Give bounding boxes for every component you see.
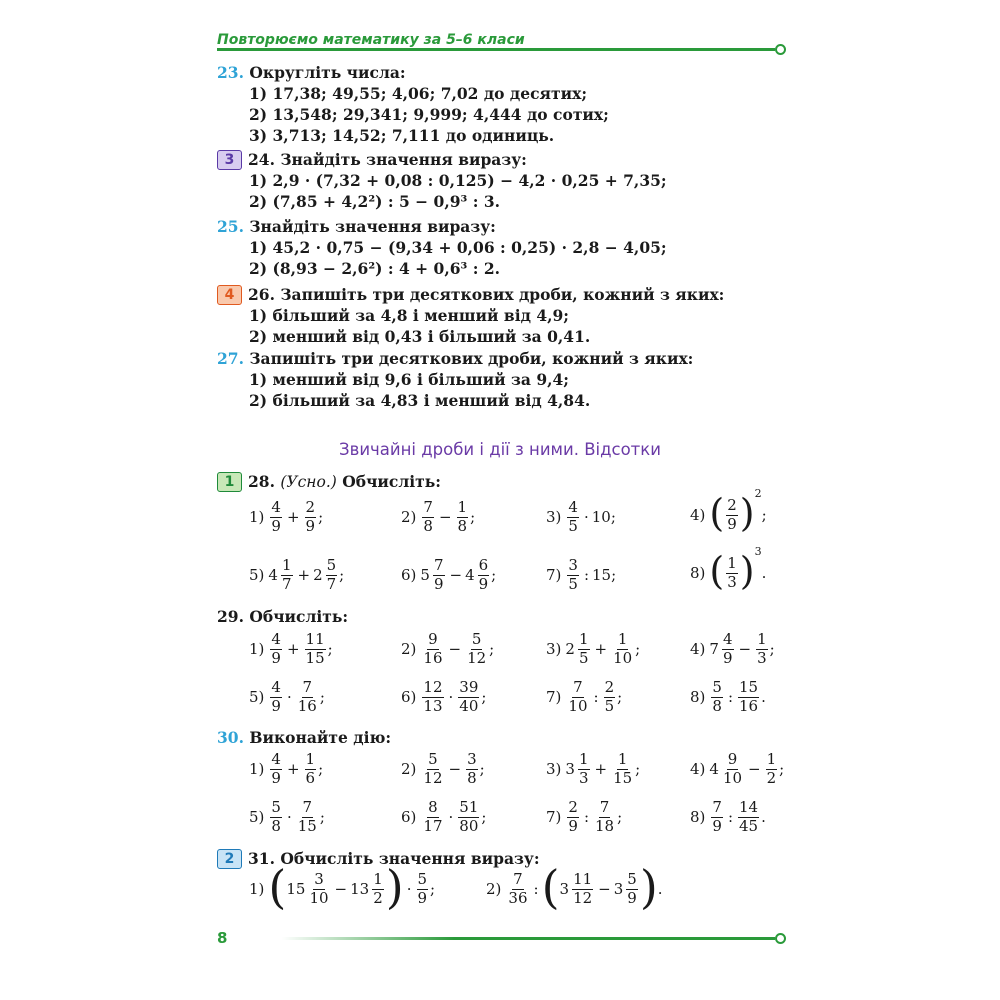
task-29-heading	[217, 606, 348, 627]
expr-28-3: 3) $\frac{4}{5}$ · 10;	[546, 498, 616, 535]
task-number: 28.	[248, 472, 275, 491]
expr-28-5: 5) 4 $\frac{1}{7}$ + 2 $\frac{5}{7}$ ;	[249, 556, 345, 593]
expr-29-8: 8) $\frac{5}{8}$ : $\frac{15}{16}$ .	[690, 678, 766, 715]
task-line: 2) (8,93 − 2,6²) : 4 + 0,6³ : 2.	[249, 259, 500, 278]
expr-29-2: 2) $\frac{9}{16}$ − $\frac{5}{12}$ ;	[401, 630, 495, 667]
expr-28-1: 1) $\frac{4}{9}$ + $\frac{2}{9}$ ;	[249, 498, 324, 535]
task-title: Знайдіть значення виразу:	[249, 217, 496, 236]
expr-29-6: 6) $\frac{12}{13}$ · $\frac{39}{40}$ ;	[401, 678, 487, 715]
task-number: 29.	[217, 607, 244, 626]
expr-29-1: 1) $\frac{4}{9}$ + $\frac{11}{15}$ ;	[249, 630, 333, 667]
task-number: 30.	[217, 728, 244, 747]
page-number: 8	[217, 929, 228, 947]
task-title: Обчисліть:	[249, 607, 349, 626]
task-number: 23.	[217, 63, 244, 82]
expr-31-2: 2) $\frac{7}{36}$ : ( 3 $\frac{11}{12}$ − 3 $\frac{5}{9}$ ) .	[486, 860, 663, 915]
level-badge: 3	[217, 150, 242, 170]
task-27	[217, 348, 693, 411]
task-number: 25.	[217, 217, 244, 236]
task-31-heading	[217, 848, 540, 869]
task-28-heading	[217, 471, 441, 493]
expr-30-1: 1) $\frac{4}{9}$ + $\frac{1}{6}$ ;	[249, 750, 324, 787]
expr-29-4: 4) 7 $\frac{4}{9}$ − $\frac{1}{3}$ ;	[690, 630, 775, 667]
footer-rule	[282, 937, 775, 940]
expr-30-8: 8) $\frac{7}{9}$ : $\frac{14}{45}$ .	[690, 798, 766, 835]
level-badge: 1	[217, 472, 242, 492]
task-title: Обчисліть значення виразу:	[280, 849, 540, 868]
task-24	[217, 149, 667, 212]
task-line: 1) 17,38; 49,55; 4,06; 7,02 до десятих;	[249, 84, 588, 103]
task-line: 2) більший за 4,83 і менший від 4,84.	[249, 391, 591, 410]
expr-30-3: 3) 3 $\frac{1}{3}$ + $\frac{1}{15}$ ;	[546, 750, 641, 787]
expr-28-8: 8) ( $\frac{1}{3}$ ) 3 .	[690, 544, 767, 594]
task-number: 27.	[217, 349, 244, 368]
running-header: Повторюємо математику за 5–6 класи	[217, 32, 525, 48]
expr-30-5: 5) $\frac{5}{8}$ · $\frac{7}{15}$ ;	[249, 798, 325, 835]
level-badge: 2	[217, 849, 242, 869]
section-heading: Звичайні дроби і дії з ними. Відсотки	[339, 440, 661, 459]
task-number: 24.	[248, 150, 275, 169]
expr-28-7: 7) $\frac{3}{5}$ : 15;	[546, 556, 617, 593]
task-line: 1) менший від 9,6 і більший за 9,4;	[249, 370, 570, 389]
task-number: 26.	[248, 285, 275, 304]
task-26	[217, 284, 724, 347]
header-rule	[217, 48, 775, 51]
expr-30-6: 6) $\frac{8}{17}$ · $\frac{51}{80}$ ;	[401, 798, 487, 835]
expr-29-7: 7) $\frac{7}{10}$ : $\frac{2}{5}$ ;	[546, 678, 623, 715]
task-25	[217, 216, 667, 279]
expr-28-6: 6) 5 $\frac{7}{9}$ − 4 $\frac{6}{9}$ ;	[401, 556, 497, 593]
task-line: 1) 2,9 · (7,32 + 0,08 : 0,125) − 4,2 · 0,25 + 7,35;	[249, 171, 667, 190]
task-title: Знайдіть значення виразу:	[280, 150, 527, 169]
expr-29-3: 3) 2 $\frac{1}{5}$ + $\frac{1}{10}$ ;	[546, 630, 641, 667]
task-line: 1) 45,2 · 0,75 − (9,34 + 0,06 : 0,25) · 2,8 − 4,05;	[249, 238, 667, 257]
task-line: 1) більший за 4,8 і менший від 4,9;	[249, 306, 570, 325]
header-rule-end-dot	[775, 44, 786, 55]
task-line: 2) 13,548; 29,341; 9,999; 4,444 до сотих;	[249, 105, 609, 124]
expr-30-4: 4) 4 $\frac{9}{10}$ − $\frac{1}{2}$ ;	[690, 750, 785, 787]
level-badge: 4	[217, 285, 242, 305]
task-title: Обчисліть:	[342, 472, 442, 491]
task-line: 2) (7,85 + 4,2²) : 5 − 0,9³ : 3.	[249, 192, 500, 211]
expr-30-2: 2) $\frac{5}{12}$ − $\frac{3}{8}$ ;	[401, 750, 485, 787]
task-line: 3) 3,713; 14,52; 7,111 до одиниць.	[249, 126, 555, 145]
task-title: Запишіть три десяткових дроби, кожний з яких:	[249, 349, 694, 368]
expr-28-4: 4) ( $\frac{2}{9}$ ) 2 ;	[690, 486, 767, 536]
task-23	[217, 62, 609, 146]
footer-rule-end-dot	[775, 933, 786, 944]
task-30-heading	[217, 727, 391, 748]
expr-31-1: 1) ( 15 $\frac{3}{10}$ − 13 $\frac{1}{2}$ ) · $\frac{5}{9}$ ;	[249, 860, 436, 915]
expr-29-5: 5) $\frac{4}{9}$ · $\frac{7}{16}$ ;	[249, 678, 325, 715]
task-title: Запишіть три десяткових дроби, кожний з яких:	[280, 285, 725, 304]
oral-note: (Усно.)	[280, 473, 337, 491]
expr-30-7: 7) $\frac{2}{9}$ : $\frac{7}{18}$ ;	[546, 798, 623, 835]
expr-28-2: 2) $\frac{7}{8}$ − $\frac{1}{8}$ ;	[401, 498, 476, 535]
task-title: Округліть числа:	[249, 63, 406, 82]
task-title: Виконайте дію:	[249, 728, 392, 747]
task-line: 2) менший від 0,43 і більший за 0,41.	[249, 327, 591, 346]
task-number: 31.	[248, 849, 275, 868]
